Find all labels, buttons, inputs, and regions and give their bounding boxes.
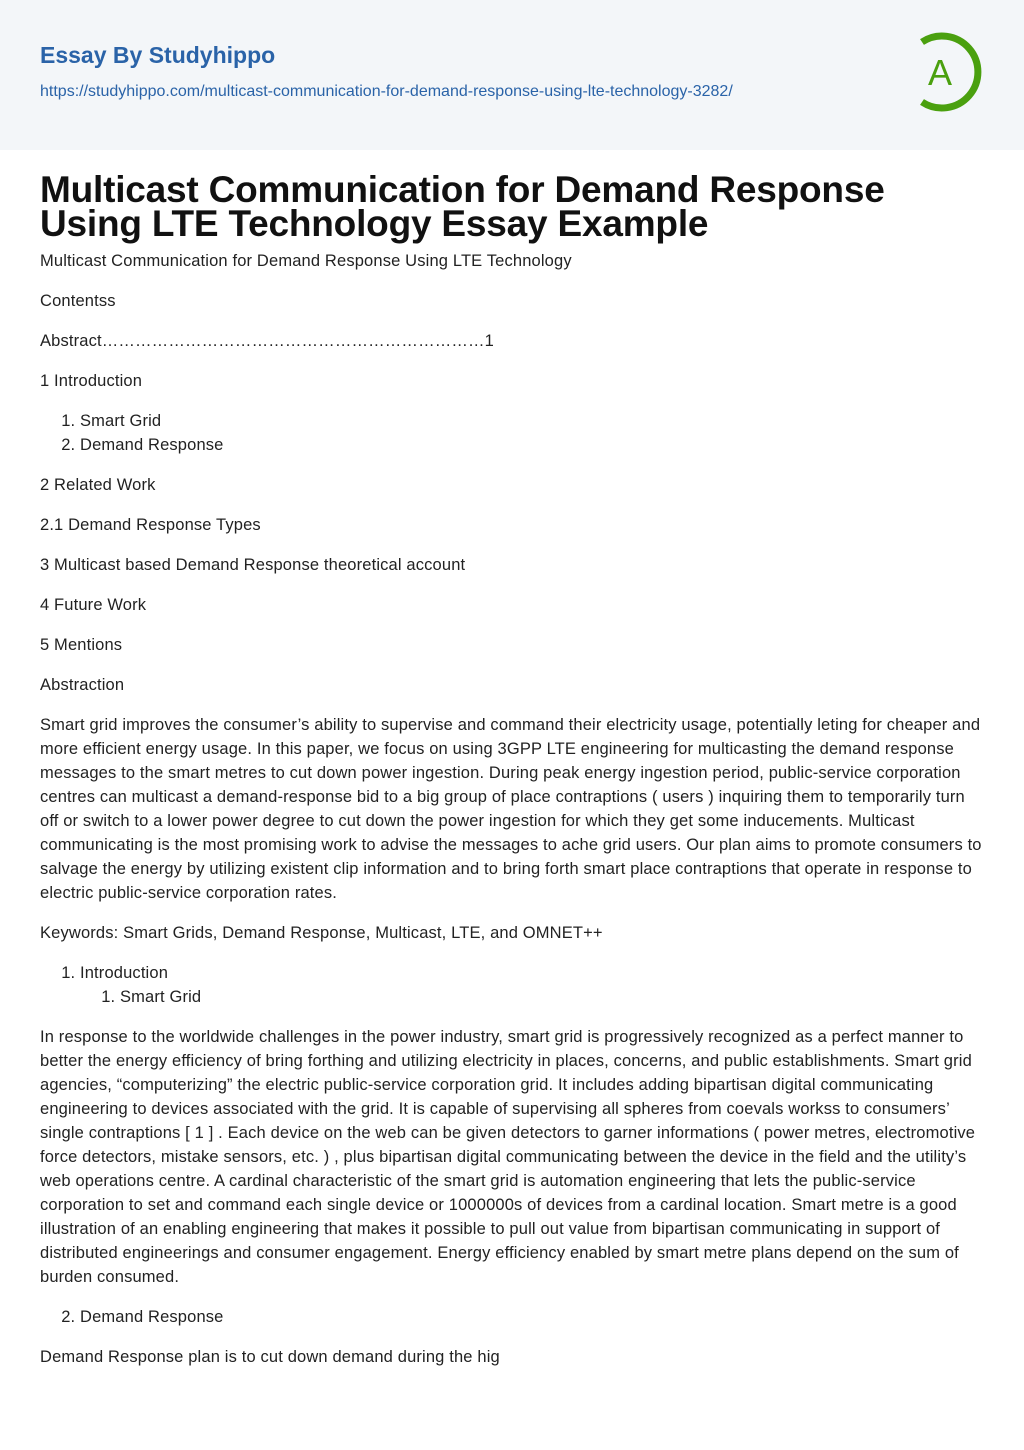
toc-item: 2. Demand Response: [80, 433, 984, 457]
demand-response-paragraph: Demand Response plan is to cut down demand during the hig: [40, 1348, 500, 1366]
site-header: [0, 0, 1024, 150]
studyhippo-logo-icon: [912, 30, 986, 114]
toc-intro-list: [40, 409, 984, 457]
abstract-paragraph: Smart grid improves the consumer’s ability to supervise and command their electricity usage, potentially leting for cheaper and more efficient energy usage. In this paper, we focus on using 3GPP LTE engineering for multicasting the demand response messages to the smart metres to cut down power ingestion. During peak energy ingestion period, public-service corporation centres can multicast a demand-response bid to a big group of place contraptions ( users ) inquiring them to temporarily turn off or switch to a lower power degree to cut down the power ingestion for which they get some inducements. Multicast communicating is the most promising work to advise the messages to ache grid users. Our plan aims to promote consumers to salvage the energy by utilizing existent clip information and to bring forth smart place contraptions that operate in response to electric public-service corporation rates.: [40, 716, 982, 902]
smart-grid-paragraph: In response to the worldwide challenges in the power industry, smart grid is progressively recognized as a perfect manner to better the energy efficiency of bring forthing and utilizing electricity in places, concerns, and public establishments. Smart grid agencies, “computerizing” the electric public-service corporation grid. It includes adding bipartisan digital communicating engineering to devices associated with the grid. It is capable of supervising all spheres from coevals workss to consumers’ single contraptions [ 1 ] . Each device on the web can be given detectors to garner informations ( power metres, electromotive force detectors, mistake sensors, etc. ) , plus bipartisan digital communicating between the device in the field and the utility’s web operations centre. A cardinal characteristic of the smart grid is automation engineering that lets the public-service corporation to set and command each single device or 1000000s of devices from a cardinal location. Smart metre is a good illustration of an enabling engineering that makes it possible to pull out value from bipartisan communicating in support of distributed engineerings and consumer engagement. Energy efficiency enabled by smart metre plans depend on the sum of burden consumed.: [40, 1028, 976, 1286]
toc-future-work: 4 Future Work: [40, 596, 147, 614]
section-list: [40, 961, 984, 1009]
toc-related-work: 2 Related Work: [40, 476, 156, 494]
essay-subtitle: Multicast Communication for Demand Response Using LTE Technology: [40, 252, 572, 270]
toc-abstract: Abstract……………………………………………………………1: [40, 332, 494, 350]
toc-introduction: 1 Introduction: [40, 372, 143, 390]
toc-multicast-model: 3 Multicast based Demand Response theoretical account: [40, 556, 466, 574]
keywords: Keywords: Smart Grids, Demand Response, Multicast, LTE, and OMNET++: [40, 924, 603, 942]
section-list-2: [40, 1305, 984, 1329]
section-introduction: [80, 961, 984, 1009]
svg-text:A: A: [927, 52, 953, 93]
toc-heading: Contentss: [40, 292, 116, 310]
toc-dr-types: 2.1 Demand Response Types: [40, 516, 261, 534]
abstraction-heading: Abstraction: [40, 676, 125, 694]
section-label: Introduction: [80, 964, 169, 982]
section-smart-grid: 1. Smart Grid: [120, 985, 984, 1009]
essay-url-link[interactable]: https://studyhippo.com/multicast-communication-for-demand-response-using-lte-technology-3282/: [40, 83, 733, 100]
essay-body: [40, 249, 984, 1369]
toc-item: 1. Smart Grid: [80, 409, 984, 433]
page-title: Multicast Communication for Demand Response Using LTE Technology Essay Example: [40, 169, 885, 244]
section-demand-response: 2. Demand Response: [80, 1305, 984, 1329]
brand-title: Essay By Studyhippo: [40, 42, 276, 68]
toc-mentions: 5 Mentions: [40, 636, 123, 654]
